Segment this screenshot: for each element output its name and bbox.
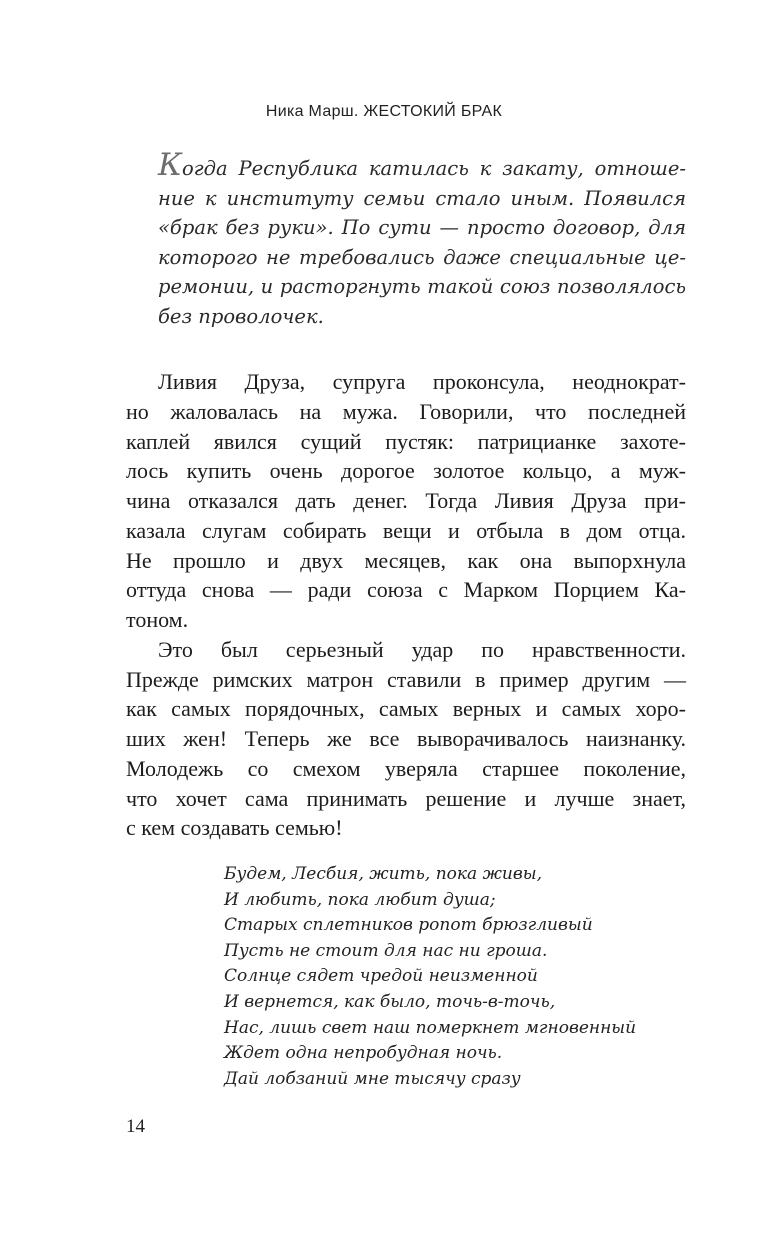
text-line: казала слугам собирать вещи и отбыла в дом отца. <box>126 517 686 543</box>
text-line: лось купить очень дорогое золотое кольцо, а муж- <box>126 458 686 484</box>
poem-line: Пусть не стоит для нас ни гроша. <box>224 940 548 961</box>
epigraph <box>158 147 686 332</box>
paragraph <box>126 367 686 635</box>
text-line: Не прошло и двух месяцев, как она выпорхнула <box>126 547 686 573</box>
text-line: оттуда снова — ради союза с Марком Порцием Ка- <box>126 577 686 603</box>
drop-cap: К <box>158 147 182 183</box>
text-line: каплей явился сущий пустяк: патрицианке захоте- <box>126 428 686 454</box>
text-line: с кем создавать семью! <box>126 815 343 841</box>
text-line: чина отказался дать денег. Тогда Ливия Друза при- <box>126 488 686 513</box>
poem-line: Солнце сядет чредой неизменной <box>224 966 538 987</box>
epigraph-line: которого не требовались даже специальные це- <box>158 245 686 269</box>
text-line: ших жен! Теперь же все выворачивалось наизнанку. <box>126 726 686 751</box>
poem <box>224 862 684 1092</box>
text-line: Прежде римских матрон ставили в пример другим — <box>126 666 686 692</box>
text-line: тоном. <box>126 607 189 632</box>
epigraph-line <box>158 147 686 184</box>
text-line: что хочет сама принимать решение и лучше знает, <box>126 785 686 811</box>
poem-line: Дай лобзаний мне тысячу сразу <box>224 1068 521 1089</box>
text-line: Молодежь со смехом уверяла старшее поколение, <box>126 755 686 781</box>
paragraph <box>126 635 686 843</box>
epigraph-line-text: огда Республика катилась к закату, отноше- <box>182 157 686 180</box>
epigraph-line: ремонии, и расторгнуть такой союз позволялось <box>158 275 686 299</box>
poem-line: И вернется, как было, точь-в-точь, <box>224 991 556 1012</box>
text-line: Ливия Друза, супруга проконсула, неоднократ- <box>158 369 686 394</box>
poem-line: Будем, Лесбия, жить, пока живы, <box>224 864 542 884</box>
poem-line: Старых сплетников ропот брюзгливый <box>224 915 593 936</box>
poem-line: Ждет одна непробудная ночь. <box>224 1043 503 1064</box>
text-line: как самых порядочных, самых верных и самых хоро- <box>126 696 686 722</box>
text-line: но жаловалась на мужа. Говорили, что последней <box>126 398 686 424</box>
epigraph-line: ние к институту семьи стало иным. Появился <box>158 186 686 210</box>
epigraph-line: «брак без руки». По сути — просто договор, для <box>158 216 686 240</box>
text-line: Это был серьезный удар по нравственности. <box>158 636 686 662</box>
body-text <box>126 367 686 843</box>
poem-line: И любить, пока любит душа; <box>224 889 496 910</box>
epigraph-line: без проволочек. <box>158 304 324 328</box>
page-number: 14 <box>126 1116 145 1137</box>
running-head: Ника Марш. ЖЕСТОКИЙ БРАК <box>265 103 503 120</box>
poem-line: Нас, лишь свет наш померкнет мгновенный <box>224 1017 637 1038</box>
